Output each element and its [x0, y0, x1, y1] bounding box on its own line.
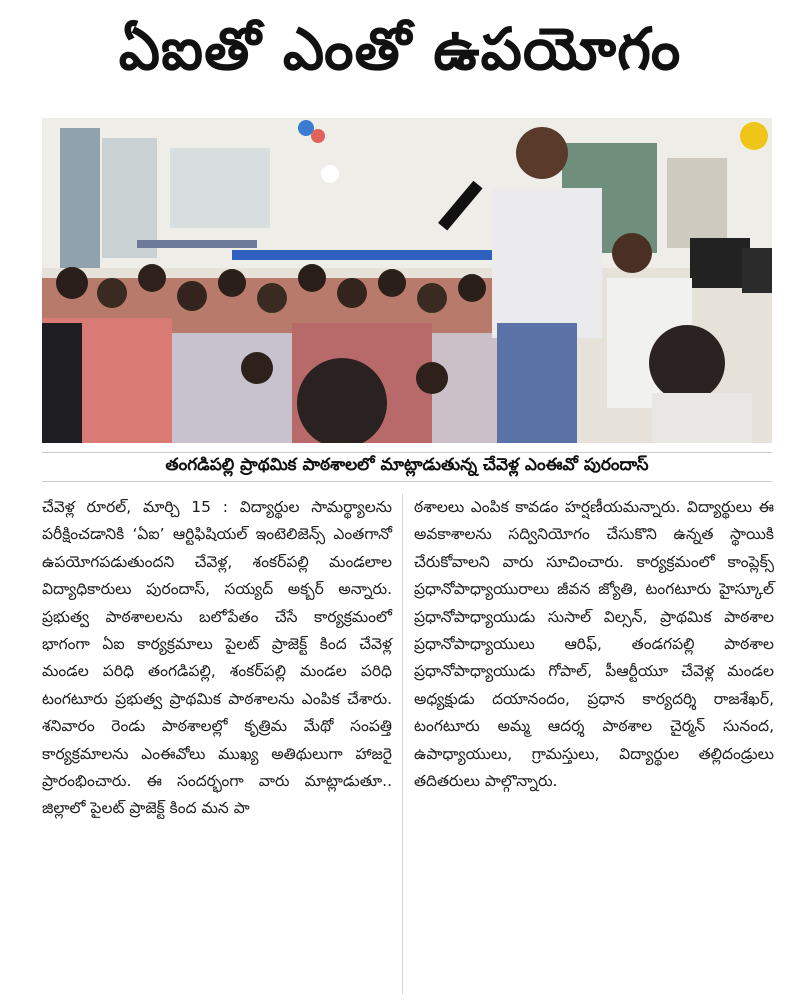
- photo-caption: తంగడిపల్లి ప్రాథమిక పాఠశాలలో మాట్లాడుతున్న చేవెళ్ల ఎంఈవో పురందాస్: [42, 452, 772, 482]
- news-photo: [42, 118, 772, 443]
- article-body-left-column: [42, 494, 392, 994]
- column-divider: [402, 494, 403, 994]
- body-text-right: ఠశాలలు ఎంపిక కావడం హర్షణీయమన్నారు. విద్యార్థులు ఈ అవకాశాలను సద్వినియోగం చేసుకొని ఉన్నత స్థాయికి చేరుకోవాలని వారు సూచించారు. కార్యక్రమంలో కాంప్లెక్స్ ప్రధానోపాధ్యాయురాలు జీవన జ్యోతి, టంగటూరు హైస్కూల్ ప్రధానోపాధ్యాయుడు సుసాల్ విల్సన్, ప్రాథమిక పాఠశాల ప్రధానోపాధ్యాయులు ఆరిఫ్, తండగపల్లి పాఠశాల ప్రధానోపాధ్యాయుడు గోపాల్, పీఆర్టీయూ చేవెళ్ల మండల అధ్యక్షుడు దయానందం, ప్రధాన కార్యదర్శి రాజశేఖర్, టంగటూరు అమ్మ ఆదర్శ పాఠశాల చైర్మన్ సునంద, ఉపాధ్యాయులు, గ్రామస్తులు, విద్యార్థుల తల్లిదండ్రులు తదితరులు పాల్గొన్నారు.: [414, 498, 774, 791]
- article-body-right-column: [414, 494, 774, 994]
- body-text-left: చేవెళ్ల రూరల్, మార్చి 15 : విద్యార్థుల సామర్థ్యాలను పరీక్షించడానికి ‘ఏఐ’ ఆర్టిఫిషియల్ ఇంటెలిజెన్స్ ఎంతగానో ఉపయోగపడుతుందని చేవెళ్ల, శంకర్‌పల్లి మండలాల విద్యాధికారులు పురందాస్, సయ్యద్ అక్బర్ అన్నారు. ప్రభుత్వ పాఠశాలలను బలోపేతం చేసే కార్యక్రమంలో భాగంగా ఏఐ కార్యక్రమాలు పైలట్ ప్రాజెక్ట్ కింద చేవెళ్ల మండల పరిధి తంగడిపల్లి, శంకర్‌పల్లి మండల పరిధి టంగటూరు ప్రభుత్వ ప్రాథమిక పాఠశాలను ఎంపిక చేశారు. శనివారం రెండు పాఠశాలల్లో కృత్రిమ మేథో సంపత్తి కార్యక్రమాలను ఎంఈవోలు ముఖ్య అతిథులుగా హాజరై ప్రారంభించారు. ఈ సందర్భంగా వారు మాట్లాడుతూ.. జిల్లాలో పైలట్ ప్రాజెక్ట్ కింద మన పా: [42, 498, 392, 818]
- headline: ఏఐతో ఎంతో ఉపయోగం: [118, 14, 682, 83]
